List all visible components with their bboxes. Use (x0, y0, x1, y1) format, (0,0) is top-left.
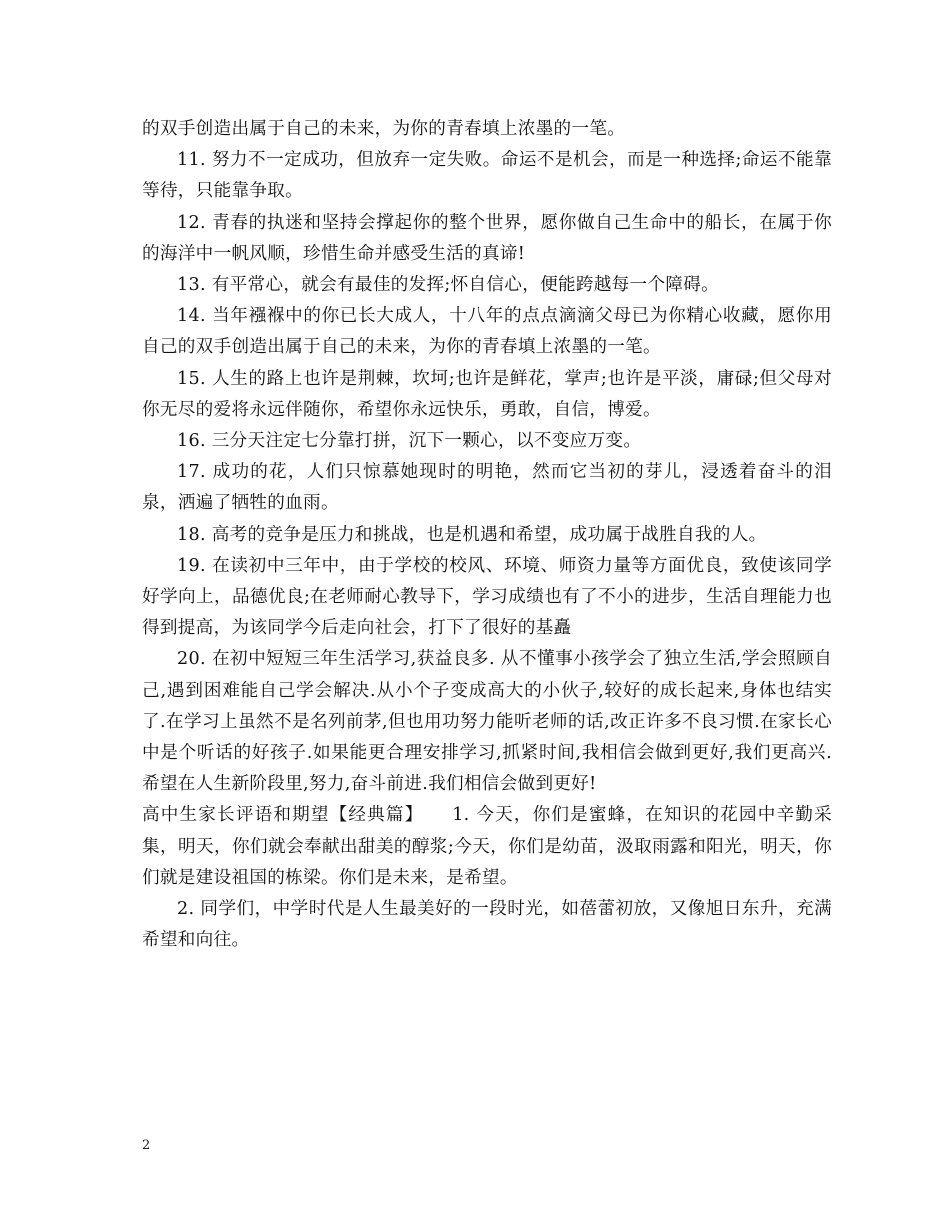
paragraph-3: 13. 有平常心，就会有最佳的发挥;怀自信心，便能跨越每一个障碍。 (177, 275, 720, 296)
paragraph-11-section-heading: 高中生家长评语和期望【经典篇】 1. 今天，你们是蜜蜂，在知识的花园中辛勤采集，明天，你们就会奉献出甜美的醇浆;今天，你们是幼苗，汲取雨露和阳光，明天，你们就是建设祖国的栋梁。你们是未来，是希望。 (142, 805, 832, 888)
paragraph-7: 17. 成功的花，人们只惊慕她现时的明艳，然而它当初的芽儿，浸透着奋斗的泪泉，洒遍了牺牲的血雨。 (142, 462, 832, 514)
page-number: 2 (142, 1138, 151, 1153)
paragraph-12: 2. 同学们，中学时代是人生最美好的一段时光，如蓓蕾初放，又像旭日东升，充满希望和向往。 (142, 899, 832, 951)
paragraph-6: 16. 三分天注定七分靠打拼，沉下一颗心，以不变应万变。 (177, 431, 642, 452)
paragraph-4: 14. 当年襁褓中的你已长大成人，十八年的点点滴滴父母已为你精心收藏，愿你用自己的双手创造出属于自己的未来，为你的青春填上浓墨的一笔。 (142, 306, 832, 358)
paragraph-9: 19. 在读初中三年中，由于学校的校风、环境、师资力量等方面优良，致使该同学好学向上，品德优良;在老师耐心教导下，学习成绩也有了不小的进步，生活自理能力也得到提高，为该同学今后走向社会，打下了很好的基矗 (142, 555, 832, 639)
paragraph-2: 12. 青春的执迷和坚持会撑起你的整个世界，愿你做自己生命中的船长，在属于你的海洋中一帆风顺，珍惜生命并感受生活的真谛! (142, 212, 832, 264)
paragraph-1: 11. 努力不一定成功，但放弃一定失败。命运不是机会，而是一种选择;命运不能靠等待，只能靠争取。 (142, 150, 832, 202)
paragraph-10: 20. 在初中短短三年生活学习,获益良多. 从不懂事小孩学会了独立生活,学会照顾自己,遇到困难能自己学会解决.从小个子变成高大的小伙子,较好的成长起来,身体也结实了.在学习上虽然不是名列前茅,但也用功努力能听老师的话,改正许多不良习惯.在家长心中是个听话的好孩子.如果能更合理安排学习,抓紧时间,我相信会做到更好,我们更高兴.希望在人生新阶段里,努力,奋斗前进.我们相信会做到更好! (142, 649, 832, 795)
paragraph-8: 18. 高考的竞争是压力和挑战，也是机遇和希望，成功属于战胜自我的人。 (177, 524, 767, 545)
paragraph-0: 的双手创造出属于自己的未来，为你的青春填上浓墨的一笔。 (142, 119, 626, 139)
document-body (142, 114, 832, 956)
paragraph-5: 15. 人生的路上也许是荆棘，坎坷;也许是鲜花，掌声;也许是平淡，庸碌;但父母对你无尽的爱将永远伴随你，希望你永远快乐，勇敢，自信，博爱。 (142, 368, 832, 420)
